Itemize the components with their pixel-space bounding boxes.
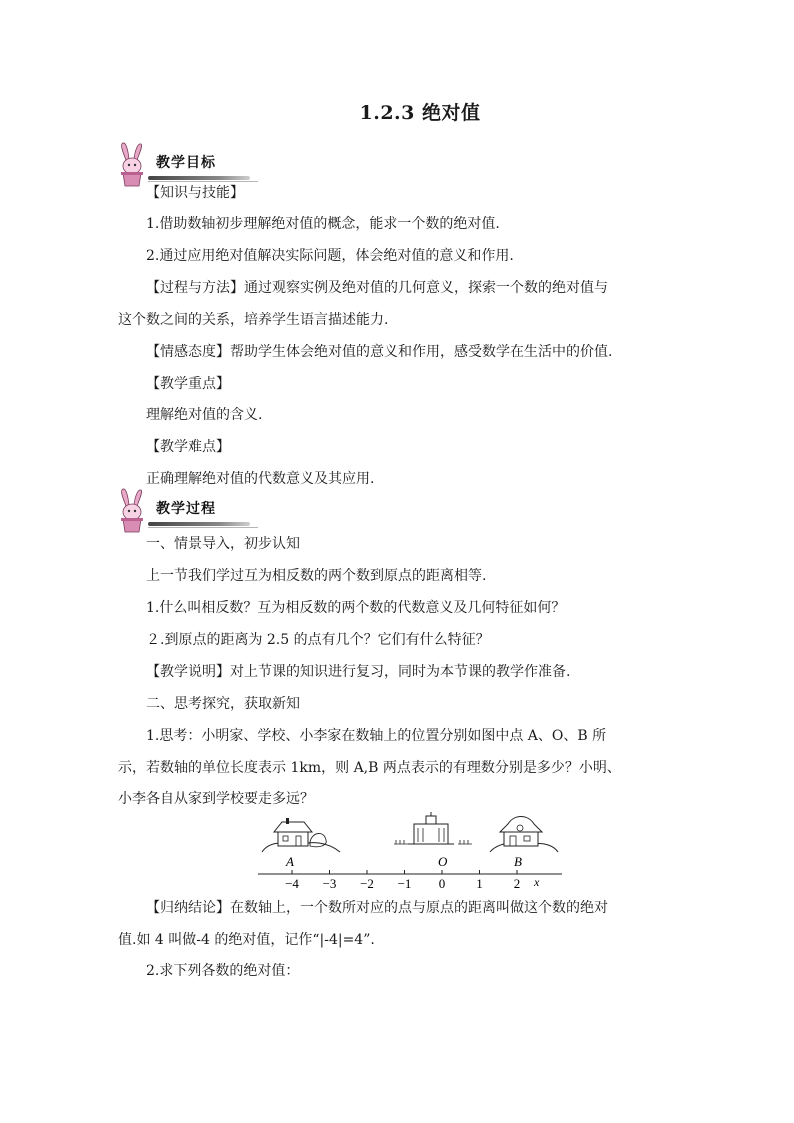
section-heading: 教学目标 — [156, 155, 216, 171]
paragraph: 理解绝对值的含义. — [146, 407, 263, 423]
number-line-figure — [258, 812, 568, 894]
paragraph: 【教学说明】对上节课的知识进行复习，同时为本节课的教学作准备. — [146, 664, 571, 680]
heading-bar — [148, 176, 250, 180]
rabbit-mascot-icon — [112, 488, 152, 534]
paragraph: 1.什么叫相反数？互为相反数的两个数的代数意义及几何特征如何？ — [146, 600, 566, 616]
paragraph: 【教学重点】 — [146, 376, 230, 392]
paragraph: 【过程与方法】通过观察实例及绝对值的几何意义，探索一个数的绝对值与 — [146, 280, 608, 296]
axis-label: x — [534, 875, 540, 889]
paragraph: 值.如 4 叫做-4 的绝对值，记作“|-4|=4”. — [118, 932, 375, 948]
paragraph: 【归纳结论】在数轴上，一个数所对应的点与原点的距离叫做这个数的绝对 — [146, 900, 608, 916]
tick-label: −1 — [397, 876, 412, 891]
paragraph: 二、思考探究，获取新知 — [146, 696, 300, 712]
paragraph: 【知识与技能】 — [146, 185, 244, 201]
section-heading: 教学过程 — [156, 501, 216, 517]
paragraph: 【教学难点】 — [146, 439, 230, 455]
house-icon — [262, 818, 340, 852]
paragraph: 【情感态度】帮助学生体会绝对值的意义和作用，感受数学在生活中的价值. — [146, 344, 613, 360]
heading-underline — [148, 181, 258, 182]
section-header-objectives — [112, 142, 252, 188]
tick-label: 1 — [476, 876, 483, 891]
paragraph: 一、情景导入，初步认知 — [146, 536, 300, 552]
heading-underline — [148, 527, 258, 528]
heading-bar — [148, 522, 250, 526]
page-title: 1.2.3 绝对值 — [359, 102, 481, 124]
paragraph: 2.通过应用绝对值解决实际问题，体会绝对值的意义和作用. — [146, 248, 514, 264]
school-icon — [394, 812, 472, 844]
paragraph: 1.借助数轴初步理解绝对值的概念，能求一个数的绝对值. — [146, 216, 500, 232]
tick-label: −2 — [360, 876, 374, 891]
rabbit-mascot-icon — [112, 142, 152, 188]
tick-label: 0 — [438, 876, 446, 891]
tick-label: 2 — [513, 876, 521, 891]
point-label-b: B — [514, 854, 522, 869]
point-label-o: O — [438, 854, 448, 869]
tick-label: −3 — [322, 876, 337, 891]
paragraph: 这个数之间的关系，培养学生语言描述能力. — [118, 312, 389, 328]
paragraph: 小李各自从家到学校要走多远？ — [118, 791, 314, 807]
paragraph: 1.思考：小明家、学校、小李家在数轴上的位置分别如图中点 A、O、B 所 — [146, 728, 607, 744]
paragraph: 示，若数轴的单位长度表示 1km，则 A,B 两点表示的有理数分别是多少？小明、 — [118, 760, 621, 776]
section-header-process — [112, 488, 252, 534]
tick-label: −4 — [285, 876, 299, 891]
paragraph: 上一节我们学过互为相反数的两个数到原点的距离相等. — [146, 568, 487, 584]
paragraph: ２.到原点的距离为 2.5 的点有几个？它们有什么特征？ — [146, 632, 490, 648]
point-label-a: A — [286, 854, 294, 869]
paragraph: 正确理解绝对值的代数意义及其应用. — [146, 471, 375, 487]
house-icon — [490, 817, 558, 853]
paragraph: 2.求下列各数的绝对值： — [146, 963, 300, 979]
